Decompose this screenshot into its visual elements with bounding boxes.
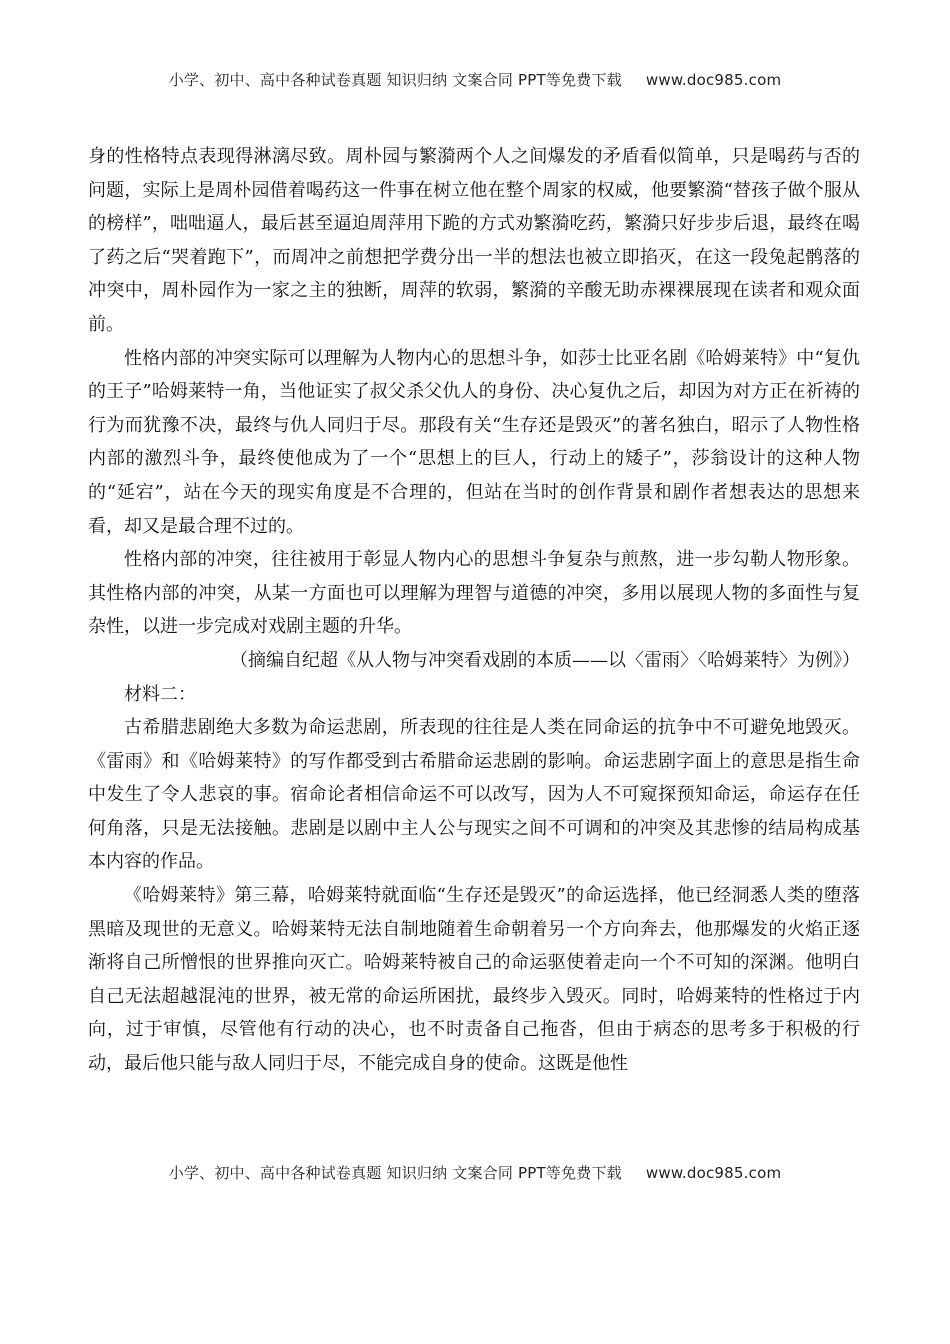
page-footer	[0, 1162, 950, 1183]
page-header	[0, 69, 950, 90]
paragraph-2: 性格内部的冲突实际可以理解为人物内心的思想斗争，如莎士比亚名剧《哈姆莱特》中“复仇的王子”哈姆莱特一角，当他证实了叔父杀父仇人的身份、决心复仇之后，却因为对方正在祈祷的行为而犹豫不决，最终与仇人同归于尽。那段有关“生存还是毁灭”的著名独白，昭示了人物性格内部的激烈斗争，最终使他成为了一个“思想上的巨人，行动上的矮子”，莎翁设计的这种人物的“延宕”，站在今天的现实角度是不合理的，但站在当时的创作背景和剧作者想表达的思想来看，却又是最合理不过的。	[88, 347, 860, 537]
paragraph-4: 古希腊悲剧绝大多数为命运悲剧，所表现的往往是人类在同命运的抗争中不可避免地毁灭。《雷雨》和《哈姆莱特》的写作都受到古希腊命运悲剧的影响。命运悲剧字面上的意思是指生命中发生了令人悲哀的事。宿命论者相信命运不可以改写，因为人不可窥探预知命运，命运存在任何角落，只是无法接触。悲剧是以剧中主人公与现实之间不可调和的冲突及其悲惨的结局构成基本内容的作品。	[88, 717, 860, 873]
footer-site-link[interactable]: www.doc985.com	[645, 1164, 782, 1182]
material-two-label: 材料二：	[124, 683, 196, 705]
paragraph-5: 《哈姆莱特》第三幕，哈姆莱特就面临“生存还是毁灭”的命运选择，他已经洞悉人类的堕落黑暗及现世的无意义。哈姆莱特无法自制地随着生命朝着另一个方向奔去，他那爆发的火焰正逐渐将自己所憎恨的世界推向灭亡。哈姆莱特被自己的命运驱使着走向一个不可知的深渊。他明白自己无法超越混沌的世界，被无常的命运所困扰，最终步入毁灭。同时，哈姆莱特的性格过于内向，过于审慎，尽管他有行动的决心，也不时责备自己拖沓，但由于病态的思考多于积极的行动，最后他只能与敌人同归于尽，不能完成自身的使命。这既是他性	[88, 885, 860, 1075]
paragraph-3: 性格内部的冲突，往往被用于彰显人物内心的思想斗争复杂与煎熬，进一步勾勒人物形象。其性格内部的冲突，从某一方面也可以理解为理智与道德的冲突，多用以展现人物的多面性与复杂性，以进一步完成对戏剧主题的升华。	[88, 549, 860, 638]
footer-text: 小学、初中、高中各种试卷真题 知识归纳 文案合同 PPT等免费下载	[168, 1164, 622, 1182]
source-attribution: （摘编自纪超《从人物与冲突看戏剧的本质——以〈雷雨〉〈哈姆莱特〉为例》）	[230, 649, 860, 671]
article-body	[88, 140, 860, 1081]
paragraph-1: 身的性格特点表现得淋漓尽致。周朴园与繁漪两个人之间爆发的矛盾看似简单，只是喝药与否的问题，实际上是周朴园借着喝药这一件事在树立他在整个周家的权威，他要繁漪“替孩子做个服从的榜样”，咄咄逼人，最后甚至逼迫周萍用下跪的方式劝繁漪吃药，繁漪只好步步后退，最终在喝了药之后“哭着跑下”，而周冲之前想把学费分出一半的想法也被立即掐灭，在这一段兔起鹘落的冲突中，周朴园作为一家之主的独断，周萍的软弱，繁漪的辛酸无助赤裸裸展现在读者和观众面前。	[88, 146, 860, 335]
header-text: 小学、初中、高中各种试卷真题 知识归纳 文案合同 PPT等免费下载	[168, 71, 622, 89]
header-site-link[interactable]: www.doc985.com	[645, 71, 782, 89]
